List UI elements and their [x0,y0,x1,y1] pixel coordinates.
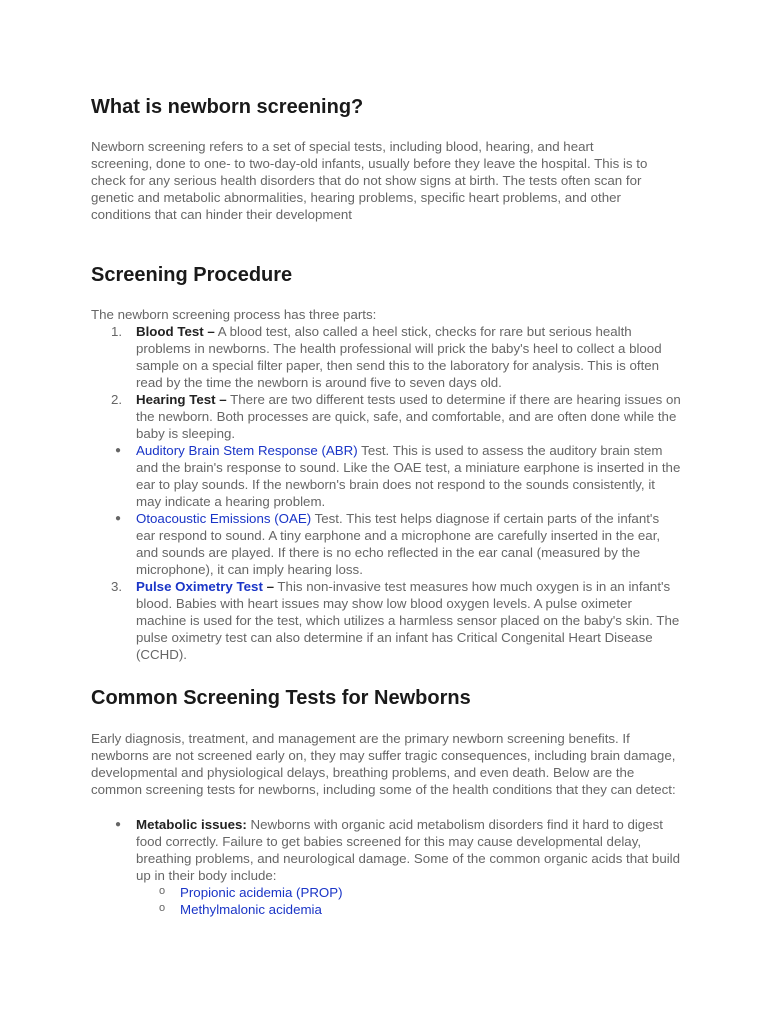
item-text: Test. This test helps diagnose if certain parts of the infant's ear respond to sound. A tiny earphone and a microphone are carefully inserted in the ear, and sounds are played. If there is no echo reflected in the ear canal (measured by the microphone), it can imply hearing loss. [136,511,661,577]
pulse-oximetry-link[interactable]: Pulse Oximetry Test [136,579,263,594]
list-item-oae [91,510,681,578]
screening-procedure-list [91,323,681,663]
list-item-abr [91,442,681,510]
section-intro: The newborn screening process has three parts: [91,307,377,322]
bullet-icon: ● [115,513,122,524]
abr-link[interactable]: Auditory Brain Stem Response (ABR) [136,443,358,458]
section-title-screening-procedure: Screening Procedure [91,264,293,286]
list-marker: 2. [111,392,123,407]
list-item-pulse-oximetry [91,578,681,663]
section-paragraph: Early diagnosis, treatment, and management are the primary newborn screening benefits. If newborns are not screened early on, they may suffer tragic consequences, including brain damage, developmental and physiological delays, breathing problems, and even death. Below are the common screening tests for newborns, including some of the health conditions that they can detect: [91,731,676,797]
list-marker: 1. [111,324,123,339]
list-item-metabolic-issues [91,816,681,884]
section-title-common-screening-tests: Common Screening Tests for Newborns [91,687,471,709]
list-item-hearing-test [91,391,681,442]
item-text: Newborns with organic acid metabolism disorders find it hard to digest food correctly. Failure to get babies screened for this may cause developmental delay, breathing problems, and neurological damage. Some of the common organic acids that build up in their body include: [136,817,681,883]
list-marker: 3. [111,579,123,594]
sub-list-item-mma [91,901,681,918]
item-label: Blood Test – [136,324,215,339]
hollow-bullet-icon: o [159,885,166,897]
bullet-icon: ● [115,819,122,830]
item-label-suffix: – [262,579,274,594]
section-paragraph: Newborn screening refers to a set of special tests, including blood, hearing, and heart screening, done to one- to two-day-old infants, usually before they leave the hospital. This is to check for any serious health disorders that do not show signs at birth. The tests often scan for genetic and metabolic abnormalities, hearing problems, specific heart problems, and other conditions that can hinder their development [91,139,648,222]
hollow-bullet-icon: o [159,902,166,914]
sub-list-item-prop [91,884,681,901]
propionic-acidemia-link[interactable]: Propionic acidemia (PROP) [180,885,343,900]
item-text: There are two different tests used to determine if there are hearing issues on the newborn. Both processes are quick, safe, and comfortable, and are often done while the baby is sleeping. [136,392,681,441]
item-text: This non-invasive test measures how much oxygen is in an infant's blood. Babies with heart issues may show low blood oxygen levels. A pulse oximeter machine is used for the test, which utilizes a harmless sensor placed on the baby's skin. The pulse oximetry test can also determine if an infant has Critical Congenital Heart Disease (CCHD). [136,579,680,662]
item-text: Test. This is used to assess the auditory brain stem and the brain's response to sound. Like the OAE test, a miniature earphone is inserted in the ear to play sounds. If the newborn's brain does not respond to the sounds consistently, it may indicate a hearing problem. [136,443,681,509]
item-label: Hearing Test – [136,392,227,407]
oae-link[interactable]: Otoacoustic Emissions (OAE) [136,511,312,526]
section-title-newborn-screening: What is newborn screening? [91,96,364,118]
item-label: Metabolic issues: [136,817,247,832]
screening-tests-list [91,816,681,918]
bullet-icon: ● [115,445,122,456]
item-text: A blood test, also called a heel stick, checks for rare but serious health problems in newborns. The health professional will prick the baby's heel to collect a blood sample on a special filter paper, then send this to the laboratory for analysis. This is often read by the time the newborn is around five to seven days old. [136,324,662,390]
methylmalonic-acidemia-link[interactable]: Methylmalonic acidemia [180,902,322,917]
list-item-blood-test [91,323,681,391]
